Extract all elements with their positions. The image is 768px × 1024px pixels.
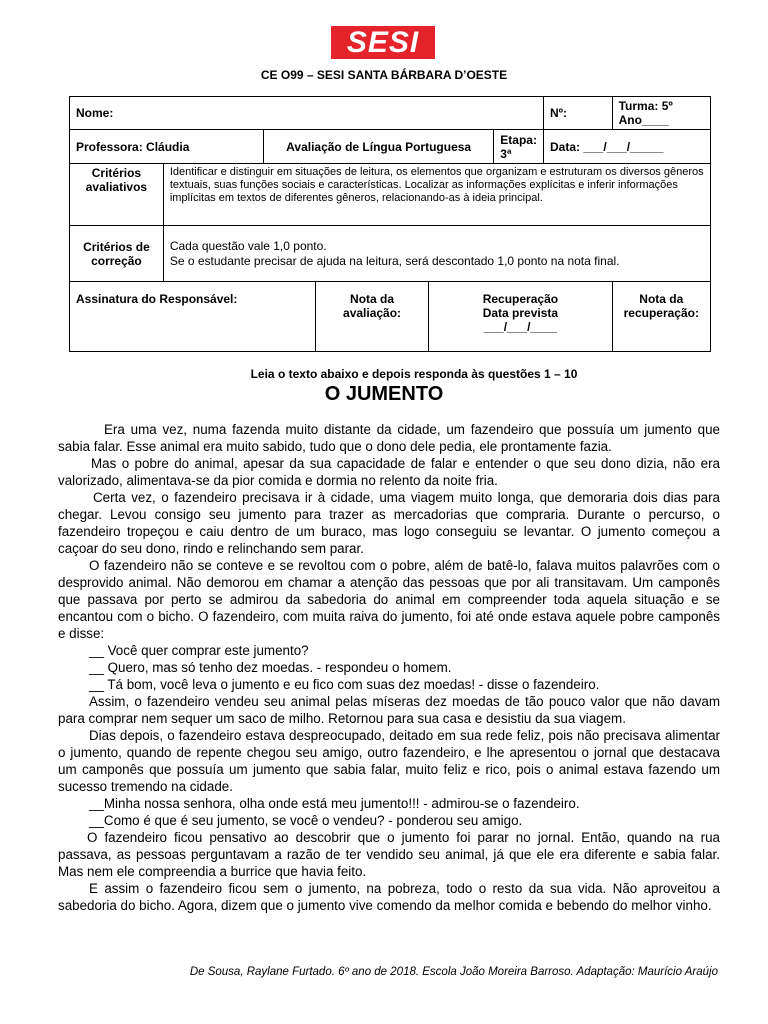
dialogue-line-2: __ Quero, mas só tenho dez moedas. - respondeu o homem.	[89, 660, 452, 675]
paragraph-2: Mas o pobre do animal, apesar da sua capacidade de falar e entender o que seu dono dizia, não era valorizado, alimentava-se da pior comida e dormia no relento da noite fria.	[58, 456, 720, 488]
paragraph-3: Certa vez, o fazendeiro precisava ir à cidade, uma viagem muito longa, que demoraria dois dias para chegar. Levou consigo seu jumento para trazer as mercadorias que compraria. Durante o percurso, o fazendeiro tropeçou e caiu dentro de um buraco, mas logo conseguiu se levantar. O jumento começou a caçoar do seu dono, rindo e relinchando sem parar.	[58, 490, 720, 556]
recuperacao-label: Recuperação	[482, 292, 559, 306]
criterios-correcao-line2: Se o estudante precisar de ajuda na leitura, será descontado 1,0 ponto na nota final.	[169, 253, 620, 268]
paragraph-8: E assim o fazendeiro ficou sem o jumento, na pobreza, todo o resto da sua vida. Não aproveitou a sabedoria do bicho. Agora, dizem que o jumento vive comendo da melhor comida e bebendo do melhor vinho.	[58, 881, 720, 913]
story-title: O JUMENTO	[324, 383, 444, 405]
dialogue-line-4: __Minha nossa senhora, olha onde está meu jumento!!! - admirou-se o fazendeiro.	[89, 796, 580, 811]
criterios-correcao-text	[163, 226, 710, 282]
paragraph-4: O fazendeiro não se conteve e se revoltou com o pobre, além de batê-lo, falava muitos palavrões com o desprovido animal. Não demorou em chamar a atenção das pessoas que por ali transitavam. Um camponês que passava por perto se admirou da sabedoria do animal em compreender toda aquela situação e se encantou com o bicho. O fazendeiro, com muita raiva do jumento, foi até onde estava aquele pobre camponês e disse:	[58, 558, 720, 641]
paragraph-7: O fazendeiro ficou pensativo ao descobrir que o jumento foi parar no jornal. Então, quando na rua passava, as pessoas perguntavam a razão de ter vendido seu animal, já que ele era diferente e sabia falar. Mas nem ele compreendia a burrice que havia feito.	[58, 830, 720, 879]
story-body	[58, 421, 720, 914]
nome-field[interactable]: Nome:	[70, 97, 544, 130]
dialogue-line-1: __ Você quer comprar este jumento?	[89, 643, 309, 658]
data-prevista-label: Data prevista	[482, 306, 559, 320]
header-table	[69, 96, 711, 352]
paragraph-1: Era uma vez, numa fazenda muito distante da cidade, um fazendeiro que possuía um jumento que sabia falar. Esse animal era muito sabido, tudo que o dono dele pedia, ele prontamente fazia.	[58, 422, 720, 454]
sesi-logo: SESI	[331, 26, 435, 59]
nota-recuperacao-field[interactable]: Nota da recuperação:	[612, 282, 710, 352]
nota-avaliacao-field[interactable]: Nota da avaliação:	[315, 282, 428, 352]
paragraph-6: Dias depois, o fazendeiro estava despreocupado, deitado em sua rede feliz, pois não precisava alimentar o jumento, quando de repente chegou seu amigo, outro fazendeiro, e lhe apresentou o jornal que destacava um camponês que possuía um jumento que sabia falar, muito feliz e rico, pois o animal estava fazendo um sucesso tremendo na cidade.	[58, 728, 720, 794]
instruction: Leia o texto abaixo e depois responda às questões 1 – 10	[250, 367, 578, 381]
professora-label: Professora: Cláudia	[70, 130, 264, 164]
criterios-avaliativos-text: Identificar e distinguir em situações de leitura, os elementos que organizam e estruturam os diversos gêneros textuais, suas funções sociais e características. Localizar as informações explícitas e inferir informações implícitas em textos de diferentes gêneros, relacionando-as à ideia principal.	[163, 164, 710, 226]
recuperacao-field[interactable]	[429, 282, 612, 352]
data-field[interactable]: Data: ___/___/_____	[543, 130, 710, 164]
source-credit: De Sousa, Raylane Furtado. 6º ano de 2018. Escola João Moreira Barroso. Adaptação: Maurício Araújo	[189, 966, 718, 978]
paragraph-5: Assim, o fazendeiro vendeu seu animal pelas míseras dez moedas de tão pouco valor que não davam para comprar nem sequer um saco de milho. Retornou para sua casa e desistiu da sua viagem.	[58, 694, 720, 726]
dialogue-line-5: __Como é que é seu jumento, se você o vendeu? - ponderou seu amigo.	[89, 813, 523, 828]
avaliacao-label: Avaliação de Língua Portuguesa	[263, 130, 493, 164]
criterios-correcao-label: Critérios de correção	[70, 226, 164, 282]
numero-field[interactable]: Nº:	[543, 97, 612, 130]
criterios-avaliativos-label: Critérios avaliativos	[70, 164, 164, 226]
dialogue-line-3: __ Tá bom, você leva o jumento e eu fico com suas dez moedas! - disse o fazendeiro.	[89, 677, 600, 692]
turma-field[interactable]: Turma: 5º Ano____	[612, 97, 710, 130]
data-prevista-blank: ___/___/____	[483, 320, 558, 334]
assinatura-field[interactable]: Assinatura do Responsável:	[70, 282, 316, 352]
criterios-correcao-line1: Cada questão vale 1,0 ponto.	[169, 238, 327, 253]
school-name: CE O99 – SESI SANTA BÁRBARA D’OESTE	[260, 68, 508, 82]
etapa-label: Etapa: 3ª	[494, 130, 544, 164]
